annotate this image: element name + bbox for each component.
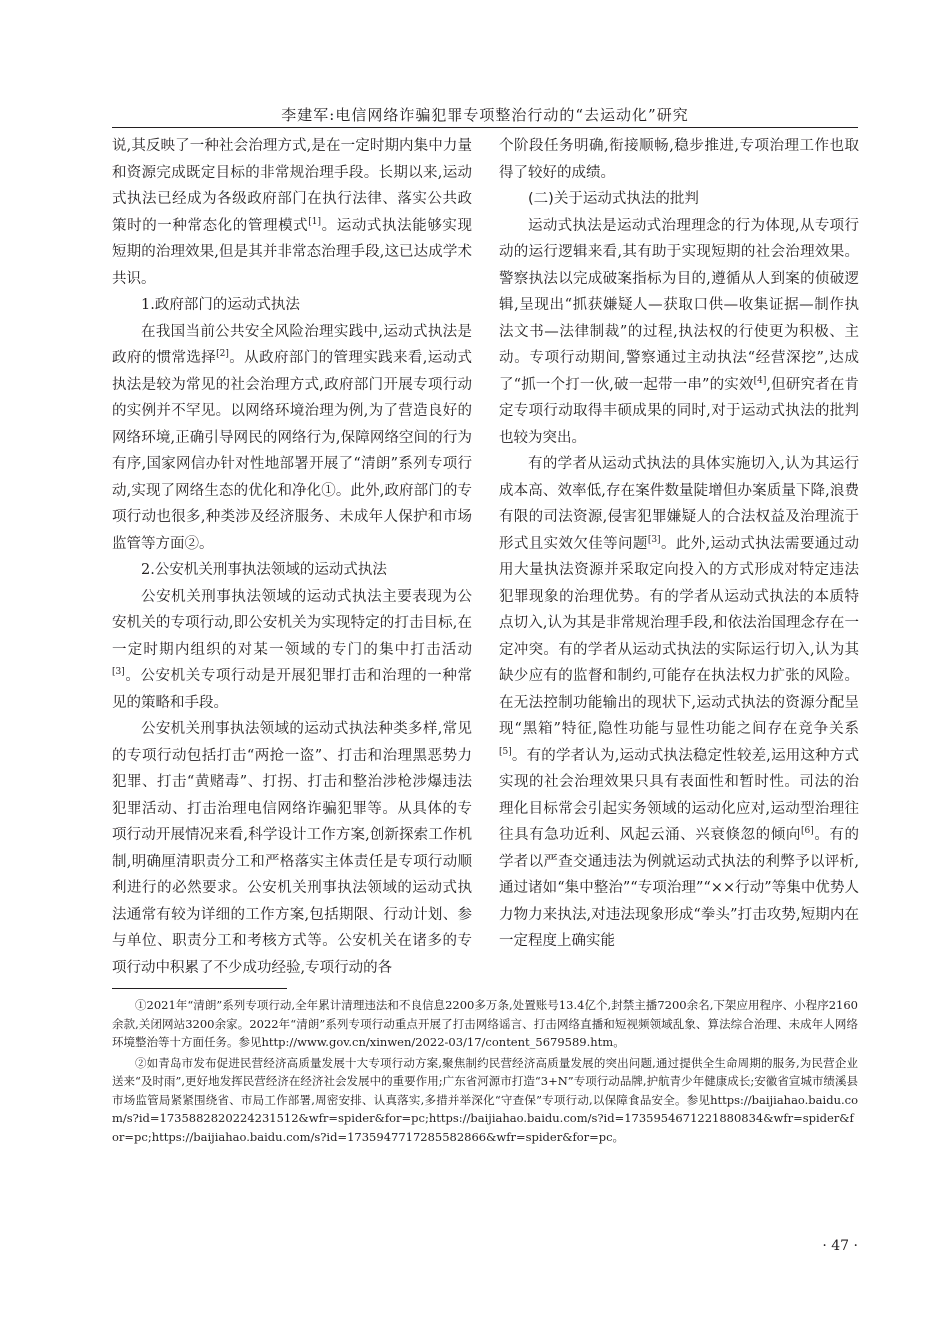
paragraph-text: 。公安机关专项行动是开展犯罪打击和治理的一种常见的策略和手段。: [112, 668, 472, 711]
citation-ref: [5]: [499, 746, 512, 757]
paragraph: [112, 319, 472, 558]
citation-ref: [4]: [753, 375, 767, 386]
paragraph-text: 。从政府部门的管理实践来看,运动式执法是较为常见的社会治理方式,政府部门开展专项行动的实例并不罕见。以网络环境治理为例,为了营造良好的网络环境,正确引导网民的网络行为,保障网络空间的行为有序,国家网信办针对性地部署开展了“清朗”系列专项行动,实现了网络生态的优化和净化①。此外,政府部门的专项行动也很多,种类涉及经济服务、未成年人保护和市场监管等方面②。: [112, 350, 473, 552]
paragraph-text: 说,其反映了一种社会治理方式,是在一定时期内集中力量和资源完成既定目标的非常规治理手段。长期以来,运动式执法已经成为各级政府部门在执行法律、落实公共政策时的一种常态化的管理模式: [112, 138, 472, 234]
paragraph-text: ,但研究者在肯定专项行动取得丰硕成果的同时,对于运动式执法的批判也较为突出。: [499, 376, 860, 446]
section-heading: 2.公安机关刑事执法领域的运动式执法: [141, 562, 387, 578]
citation-ref: [6]: [800, 826, 814, 837]
paragraph-text: 。有的学者以严查交通违法为例就运动式执法的利弊予以评析,通过诸如“集中整治”“专项治理”“××行动”等集中优势人力物力来执法,对违法现象形成“拳头”打击攻势,短期内在一定程度上确实能: [499, 827, 860, 949]
paragraph: [112, 133, 472, 292]
paragraph-text: 有的学者从运动式执法的具体实施切入,认为其运行成本高、效率低,存在案件数量陡增但办案质量下降,浪费有限的司法资源,侵害犯罪嫌疑人的合法权益及治理流于形式且实效欠佳等问题: [499, 456, 859, 552]
footnote-rule: [112, 988, 287, 989]
paragraph-text: 公安机关刑事执法领域的运动式执法主要表现为公安机关的专项行动,即公安机关为实现特定的打击目标,在一定时期内组织的对某一领域的专门的集中打击活动: [112, 588, 472, 658]
paragraph-text: 运动式执法是运动式治理理念的行为体现,从专项行动的运行逻辑来看,其有助于实现短期的社会治理效果。警察执法以完成破案指标为目的,遵循从人到案的侦破逻辑,呈现出“抓获嫌疑人—获取口供—收集证据—制作执法文书—法律制裁”的过程,执法权的行使更为积极、主动。专项行动期间,警察通过主动执法“经营深挖”,达成了“抓一个打一伙,破一起带一串”的实效: [499, 217, 859, 393]
paragraph-text: 。此外,运动式执法需要通过动用大量执法资源并采取定向投入的方式形成对特定违法犯罪现象的治理优势。有的学者从运动式执法的本质特点切入,认为其是非常规治理手段,和依法治国理念存在一定冲突。有的学者从运动式执法的实际运行切入,认为其缺少应有的监督和制约,可能存在执法权力扩张的风险。在无法控制功能输出的现状下,运动式执法的资源分配呈现“黑箱”特征,隐性功能与显性功能之间存在竞争关系: [499, 535, 860, 737]
footnote-2: ②如青岛市发布促进民营经济高质量发展十大专项行动方案,聚焦制约民营经济高质量发展的突出问题,通过提供全生命周期的服务,为民营企业送来“及时雨”,更好地发挥民营经济在经济社会发展中的重要作用;广东省河源市打造“3+N”专项行动品牌,护航青少年健康成长;安徽省宣城市绩溪县市场监管局紧紧围绕省、市局工作部署,周密安排、认真落实,多措并举深化“守查保”专项行动,以保障食品安全。参见https://baijiahao.baidu.com/s?id=1735882820224231512&wfr=spider&for=pc;https://baijiahao.baidu.com/s?id=1735954671221880834&wfr=spider&for=pc;https://baijiahao.baidu.com/s?id=1735947717285582866&wfr=spider&for=pc。: [112, 1055, 858, 1144]
citation-ref: [2]: [216, 349, 229, 360]
header-rule: [112, 127, 858, 128]
citation-ref: [1]: [308, 216, 322, 227]
paragraph-text: 在我国当前公共安全风险治理实践中,运动式执法是政府的惯常选择: [112, 323, 472, 366]
paragraph: 个阶段任务明确,衔接顺畅,稳步推进,专项治理工作也取得了较好的成绩。: [499, 138, 859, 181]
paragraph: [499, 213, 859, 452]
citation-ref: [3]: [647, 534, 661, 545]
paragraph-text: 。有的学者认为,运动式执法稳定性较差,运用这种方式实现的社会治理效果只具有表面性和暂时性。司法的治理化目标常会引起实务领域的运动化应对,运动型治理往往具有急功近利、风起云涌、兴衰倏忽的倾向: [499, 747, 859, 843]
paragraph: [499, 451, 859, 955]
paragraph: [112, 584, 472, 717]
footnote-1: ①2021年“清朗”系列专项行动,全年累计清理违法和不良信息2200多万条,处置账号13.4亿个,封禁主播7200余名,下架应用程序、小程序2160余款,关闭网站3200余家。2022年“清朗”系列专项行动重点开展了打击网络谣言、打击网络直播和短视频领域乱象、算法综合治理、未成年人网络环境整治等十方面任务。参见http://www.gov.cn/xinwen/2022-03/17/content_5679589.htm。: [112, 998, 858, 1049]
section-heading: (二)关于运动式执法的批判: [528, 191, 699, 207]
running-header: 李建军:电信网络诈骗犯罪专项整治行动的“去运动化”研究: [281, 106, 689, 124]
paragraph-text: 。运动式执法能够实现短期的治理效果,但是其并非常态治理手段,这已达成学术共识。: [112, 217, 473, 287]
paragraph: 公安机关刑事执法领域的运动式执法种类多样,常见的专项行动包括打击“两抢一盗”、打击和治理黑恶势力犯罪、打击“黄赌毒”、打拐、打击和整治涉枪涉爆违法犯罪活动、打击治理电信网络诈骗犯罪等。从具体的专项行动开展情况来看,科学设计工作方案,创新探索工作机制,明确厘清职责分工和严格落实主体责任是专项行动顺利进行的必然要求。公安机关刑事执法领域的运动式执法通常有较为详细的工作方案,包括期限、行动计划、参与单位、职责分工和考核方式等。公安机关在诸多的专项行动中积累了不少成功经验,专项行动的各: [112, 721, 472, 976]
right-column: [499, 133, 859, 955]
left-column: [112, 133, 472, 981]
footnotes: [112, 996, 858, 1148]
citation-ref: [3]: [112, 667, 125, 678]
page-number: · 47 ·: [822, 1238, 858, 1254]
section-heading: 1.政府部门的运动式执法: [141, 297, 300, 313]
